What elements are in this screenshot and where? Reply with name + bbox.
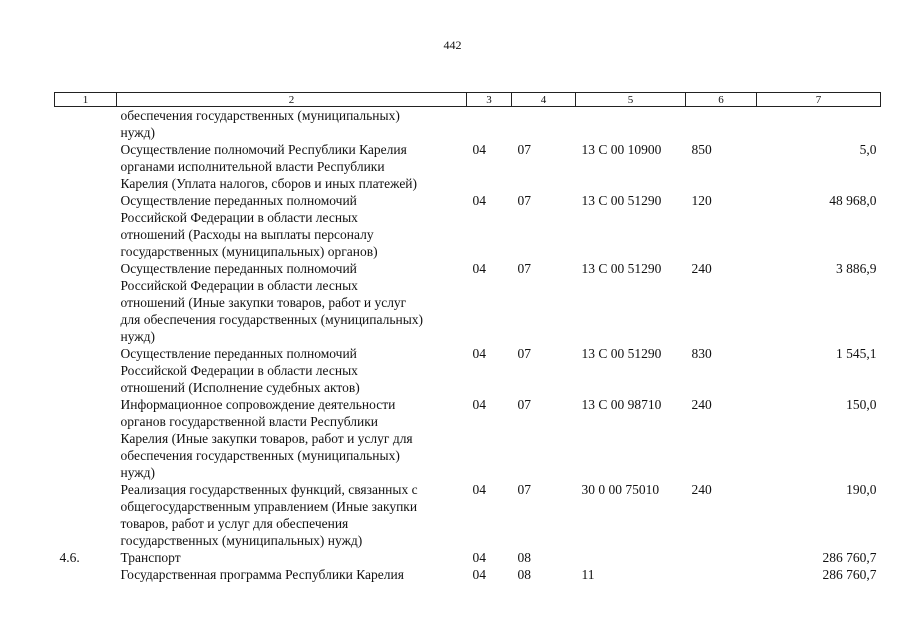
- row-number: [55, 107, 117, 142]
- table-row: [55, 141, 881, 192]
- row-target-code: 11: [581, 567, 595, 582]
- row-number: [55, 481, 117, 549]
- row-amount: [757, 107, 881, 142]
- table-row: [55, 345, 881, 396]
- row-expense-type: 830: [691, 346, 712, 361]
- page-number: 442: [443, 38, 462, 52]
- row-section: 04: [472, 193, 486, 208]
- row-target-code: 30 0 00 75010: [581, 482, 660, 497]
- row-target-code: [576, 549, 686, 566]
- budget-table: [54, 92, 881, 583]
- row-expense-type: [686, 549, 757, 566]
- row-subsection: 07: [517, 261, 531, 276]
- row-subsection: 07: [517, 482, 531, 497]
- row-subsection: 07: [517, 397, 531, 412]
- row-name: Осуществление переданных полномочий Российской Федерации в области лесных отношений (Иные закупки товаров, работ и услуг для обеспечения государственных (муниципальных) нужд): [120, 261, 424, 344]
- row-target-code: 13 С 00 51290: [581, 261, 662, 276]
- table-body: [55, 107, 881, 584]
- row-section: 04: [472, 550, 486, 565]
- row-section: 04: [472, 397, 486, 412]
- row-name: Осуществление переданных полномочий Российской Федерации в области лесных отношений (Расходы на выплаты персоналу государственных (муниципальных) органов): [120, 193, 378, 259]
- row-target-code: [576, 107, 686, 142]
- row-subsection: 07: [517, 142, 531, 157]
- row-name: Транспорт: [120, 550, 181, 565]
- row-section: 04: [472, 482, 486, 497]
- table-row: [55, 260, 881, 345]
- row-target-code: 13 С 00 51290: [581, 346, 662, 361]
- row-amount: 1 545,1: [836, 346, 877, 361]
- row-name: Осуществление полномочий Республики Карелия органами исполнительной власти Республики Карелия (Уплата налогов, сборов и иных платежей): [120, 142, 418, 191]
- row-expense-type: 120: [691, 193, 712, 208]
- header-cell-4: 4: [512, 93, 576, 107]
- row-name: Информационное сопровождение деятельности органов государственной власти Республики Карелия (Иные закупки товаров, работ и услуг для обеспечения государственных (муниципальных) нужд): [120, 397, 413, 480]
- header-cell-6: 6: [686, 93, 757, 107]
- row-subsection: 08: [517, 567, 531, 582]
- table-row: [55, 396, 881, 481]
- row-number: [55, 566, 117, 583]
- row-number: [55, 192, 117, 260]
- row-number: [55, 345, 117, 396]
- header-cell-7: 7: [757, 93, 881, 107]
- row-expense-type: 240: [691, 261, 712, 276]
- row-target-code: 13 С 00 51290: [581, 193, 662, 208]
- row-number: [55, 141, 117, 192]
- row-section: 04: [472, 346, 486, 361]
- row-number: 4.6.: [59, 550, 80, 565]
- row-amount: 3 886,9: [836, 261, 877, 276]
- row-expense-type: [686, 107, 757, 142]
- row-number: [55, 396, 117, 481]
- table-row: [55, 549, 881, 566]
- header-row: [55, 93, 881, 107]
- row-target-code: 13 С 00 10900: [581, 142, 662, 157]
- row-section: 04: [472, 261, 486, 276]
- row-amount: 190,0: [846, 482, 877, 497]
- row-expense-type: 240: [691, 397, 712, 412]
- row-number: [55, 260, 117, 345]
- table-row: [55, 481, 881, 549]
- header-cell-3: 3: [467, 93, 512, 107]
- table-row: [55, 566, 881, 583]
- header-cell-2: 2: [117, 93, 467, 107]
- row-subsection: [512, 107, 576, 142]
- row-name: Реализация государственных функций, связанных с общегосударственным управлением (Иные закупки товаров, работ и услуг для обеспечения государственных (муниципальных) нужд): [120, 482, 418, 548]
- row-subsection: 07: [517, 193, 531, 208]
- row-subsection: 08: [517, 550, 531, 565]
- table-header: [55, 93, 881, 107]
- header-cell-1: 1: [55, 93, 117, 107]
- row-expense-type: 850: [691, 142, 712, 157]
- row-amount: 5,0: [859, 142, 877, 157]
- row-amount: 286 760,7: [822, 567, 877, 582]
- row-expense-type: 240: [691, 482, 712, 497]
- row-section: 04: [472, 142, 486, 157]
- row-amount: 150,0: [846, 397, 877, 412]
- row-amount: 48 968,0: [829, 193, 877, 208]
- row-name: Государственная программа Республики Карелия: [120, 567, 404, 582]
- row-name: обеспечения государственных (муниципальных) нужд): [120, 108, 400, 140]
- table-row: [55, 192, 881, 260]
- row-name: Осуществление переданных полномочий Российской Федерации в области лесных отношений (Исполнение судебных актов): [120, 346, 360, 395]
- row-section: [467, 107, 512, 142]
- row-amount: 286 760,7: [822, 550, 877, 565]
- header-cell-5: 5: [576, 93, 686, 107]
- row-section: 04: [472, 567, 486, 582]
- table-row: [55, 107, 881, 142]
- row-subsection: 07: [517, 346, 531, 361]
- row-expense-type: [686, 566, 757, 583]
- row-target-code: 13 С 00 98710: [581, 397, 662, 412]
